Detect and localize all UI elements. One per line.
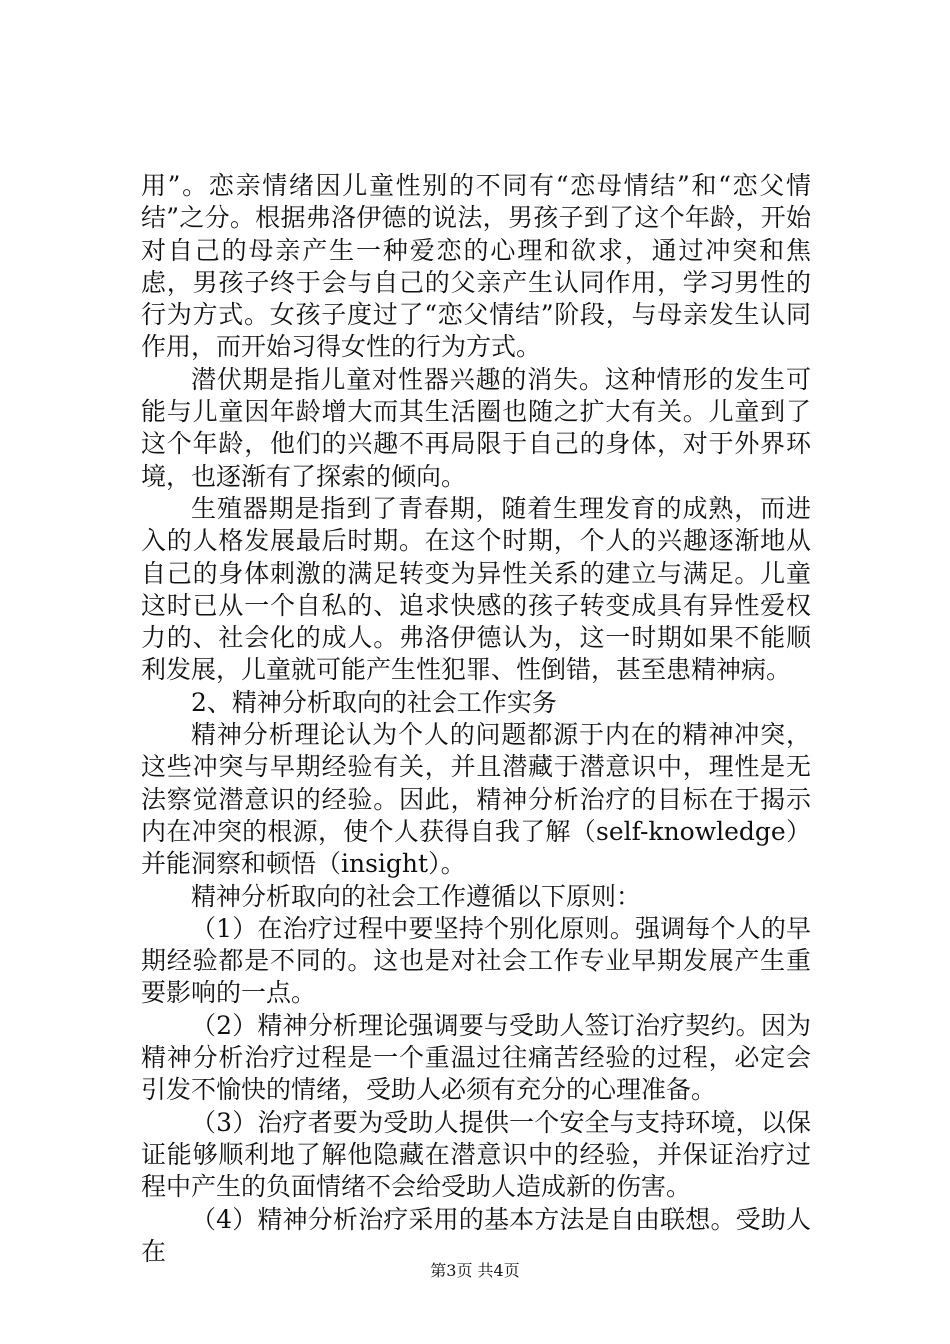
document-body: [141, 170, 811, 1268]
paragraph: 生殖器期是指到了青春期，随着生理发育的成熟，而进入的人格发展最后时期。在这个时期，个人的兴趣逐渐地从自己的身体刺激的满足转变为异性关系的建立与满足。儿童这时已从一个自私的、追求快感的孩子转变成具有异性爱权力的、社会化的成人。弗洛伊德认为，这一时期如果不能顺利发展，儿童就可能产生性犯罪、性倒错，甚至患精神病。: [141, 493, 811, 685]
list-item: （1）在治疗过程中要坚持个别化原则。强调每个人的早期经验都是不同的。这也是对社会工作专业早期发展产生重要影响的一点。: [141, 913, 811, 1008]
list-item: （4）精神分析治疗采用的基本方法是自由联想。受助人在: [141, 1204, 811, 1266]
section-heading: 2、精神分析取向的社会工作实务: [191, 687, 557, 717]
paragraph: 潜伏期是指儿童对性器兴趣的消失。这种情形的发生可能与儿童因年龄增大而其生活圈也随之扩大有关。儿童到了这个年龄，他们的兴趣不再局限于自己的身体，对于外界环境，也逐渐有了探索的倾向。: [141, 364, 811, 491]
paragraph: 精神分析理论认为个人的问题都源于内在的精神冲突，这些冲突与早期经验有关，并且潜藏于潜意识中，理性是无法察觉潜意识的经验。因此，精神分析治疗的目标在于揭示内在冲突的根源，使个人获得自我了解（self-knowledge）并能洞察和顿悟（insight）。: [141, 720, 811, 879]
list-item: （3）治疗者要为受助人提供一个安全与支持环境，以保证能够顺利地了解他隐藏在潜意识中的经验，并保证治疗过程中产生的负面情绪不会给受助人造成新的伤害。: [141, 1107, 811, 1202]
list-item: （2）精神分析理论强调要与受助人签订治疗契约。因为精神分析治疗过程是一个重温过往痛苦经验的过程，必定会引发不愉快的情绪，受助人必须有充分的心理准备。: [141, 1010, 811, 1105]
paragraph: 精神分析取向的社会工作遵循以下原则：: [191, 881, 642, 911]
page-footer: 第3页 共4页: [430, 1261, 520, 1280]
paragraph: 用”。恋亲情绪因儿童性别的不同有“恋母情结”和“恋父情结”之分。根据弗洛伊德的说法，男孩子到了这个年龄，开始对自己的母亲产生一种爱恋的心理和欲求，通过冲突和焦虑，男孩子终于会与自己的父亲产生认同作用，学习男性的行为方式。女孩子度过了“恋父情结”阶段，与母亲发生认同作用，而开始习得女性的行为方式。: [141, 171, 811, 362]
